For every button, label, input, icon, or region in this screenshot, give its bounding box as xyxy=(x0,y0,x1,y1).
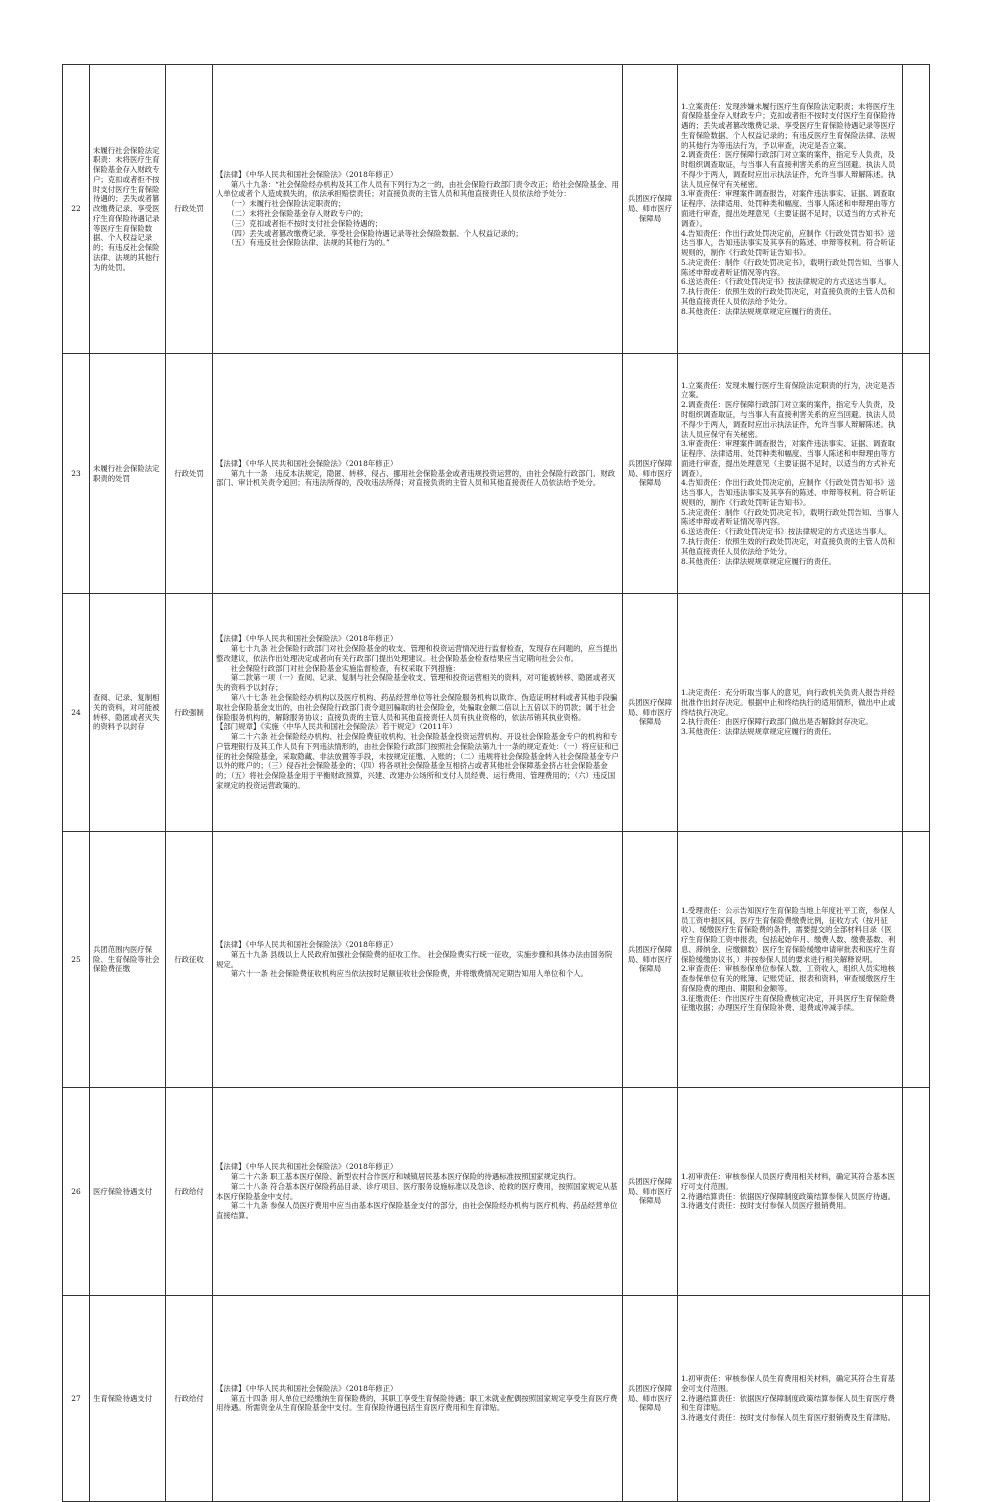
responsibility-line: 3.审查责任：审理案件调查报告，对案件违法事实、证据、调查取证程序、法律适用、处罚种类和幅度、当事人陈述和申辩理由等方面进行审查，提出处理意见（主要证据不足时，以适当的方式补充调查）。 xyxy=(681,189,896,228)
table-row xyxy=(63,594,930,832)
basis-line: 第二十六条 社会保险经办机构、社会保险费征收机构、社会保险基金投资运营机构、开设社会保险基金专户的机构和专户管理银行及其工作人员有下列违法情形的，由社会保险行政部门按照社会保险法第九十一条的规定查处：（一）将应征和已征的社会保险基金，采取隐藏、非法放置等手段，未按规定征缴、入账的；（二）违规将社会保险基金转入社会保险基金专户以外的账户的；（三）侵吞社会保险基金的；（四）将各项社会保险基金互相挤占或者其他社会保障基金挤占社会保险基金的；（五）将社会保险基金用于平衡财政预算，兴建、改建办公场所和支付人员经费、运行费用、管理费用的；（六）违反国家规定的投资运营政策的。 xyxy=(216,732,619,790)
basis-line: （一）未履行社会保险法定职责的； xyxy=(216,199,346,209)
power-type: 行政给付 xyxy=(166,1088,213,1296)
row-number: 23 xyxy=(63,354,90,594)
legal-basis xyxy=(213,1296,623,1502)
power-type: 行政给付 xyxy=(166,1296,213,1502)
basis-line: 第七十九条 社会保险行政部门对社会保险基金的收支、管理和投资运营情况进行监督检查，发现存在问题的，应当提出整改建议，依法作出处理决定或者向有关行政部门提出处理建议。社会保险基金检查结果应当定期向社会公布。 xyxy=(216,644,618,663)
responsibility-line: 3.审查责任：审理案件调查报告，对案件违法事实、证据、调查取证程序、法律适用、处罚种类和幅度、当事人陈述和申辩理由等方面进行审查，提出处理意见（主要证据不足时，以适当的方式补充调查）。 xyxy=(681,439,896,478)
implementing-agency: 兵团医疗保障局、师市医疗保障局 xyxy=(623,65,678,354)
responsibility-items xyxy=(678,1296,903,1502)
responsibility-line: 2.待遇结算责任：依据医疗保障制度政策结算参保人员医疗待遇。 xyxy=(681,1191,895,1201)
responsibility-line: 3.其他责任：法律法规规章规定应履行的责任。 xyxy=(681,727,836,737)
remark-cell xyxy=(903,65,930,354)
basis-line: 【部门规章】《实施〈中华人民共和国社会保险法〉若干规定》（2011年） xyxy=(216,722,457,732)
legal-basis xyxy=(213,354,623,594)
basis-line: 第二十九条 参保人员医疗费用中应当由基本医疗保险基金支付的部分，由社会保险经办机构与医疗机构、药品经营单位直接结算。 xyxy=(216,1201,618,1221)
responsibility-line: 2.审查责任：审核参保单位参保人数、工资收入，组织人员实地核查参保单位有关的账簿、记账凭证、报表和资料，审查缓缴医疗生育保险费的理由、期限和金额等。 xyxy=(681,964,896,993)
responsibility-line: 1.立案责任：发现涉嫌未履行医疗生育保险法定职责；未将医疗生育保险基金存入财政专户；克扣或者拒不按时支付医疗生育保险待遇的；丢失或者篡改缴费记录、享受医疗生育保险待遇记录等医疗生育保险数据、个人权益记录的；有违反医疗生育保险法律、法规的其他行为等违法行为，予以审查，决定是否立案。 xyxy=(681,101,896,150)
responsibility-items xyxy=(678,594,903,832)
item-name: 兵团范围内医疗保险、生育保险等社会保险费征缴 xyxy=(90,832,166,1088)
remark-cell xyxy=(903,354,930,594)
basis-line: 第五十四条 用人单位已经缴纳生育保险费的，其职工享受生育保险待遇；职工未就业配偶按照国家规定享受生育医疗费用待遇。所需资金从生育保险基金中支付。生育保险待遇包括生育医疗费用和生育津贴。 xyxy=(216,1393,618,1413)
item-name: 未履行社会保险法定职责的处罚 xyxy=(90,354,166,594)
table-row xyxy=(63,1088,930,1296)
basis-line: 【法律】《中华人民共和国社会保险法》（2018年修正） xyxy=(216,1383,398,1393)
responsibility-line: 2.调查责任：医疗保障行政部门对立案的案件，指定专人负责，及时组织调查取证，与当事人有直接利害关系的应当回避。执法人员不得少于两人，调查时应出示执法证件，允许当事人辩解陈述。执法人员应保守有关秘密。 xyxy=(681,400,896,439)
legal-basis xyxy=(213,65,623,354)
basis-line: （五）有违反社会保险法律、法规的其他行为的。” xyxy=(216,238,390,248)
basis-line: 社会保险行政部门对社会保险基金实施监督检查，有权采取下列措施： xyxy=(216,663,460,673)
power-type: 行政强制 xyxy=(166,594,213,832)
basis-line: 第八十七条 社会保险经办机构以及医疗机构、药品经营单位等社会保险服务机构以欺诈、伪造证明材料或者其他手段骗取社会保险基金支出的，由社会保险行政部门责令退回骗取的社会保险金，处骗取金额二倍以上五倍以下的罚款；属于社会保险服务机构的，解除服务协议；直接负责的主管人员和其他直接责任人员有执业资格的，依法吊销其执业资格。 xyxy=(216,692,618,722)
responsibility-line: 7.执行责任：依照生效的行政处罚决定，对直接负责的主管人员和其他直接责任人员依法给予处分。 xyxy=(681,536,895,556)
responsibility-line: 1.初审责任：审核参保人员医疗费用相关材料，确定其符合基本医疗可支付范围。 xyxy=(681,1171,895,1191)
basis-line: 【法律】《中华人民共和国社会保险法》（2018年修正） xyxy=(216,634,398,644)
basis-line: 第八十九条：“社会保险经办机构及其工作人员有下列行为之一的，由社会保险行政部门责令改正；给社会保险基金、用人单位或者个人造成损失的，依法承担赔偿责任；对直接负责的主管人员和其他直接责任人员依法给予处分： xyxy=(216,179,619,199)
implementing-agency: 兵团医疗保障局、师市医疗保障局 xyxy=(623,1088,678,1296)
responsibility-line: 6.送达责任：《行政处罚决定书》按法律规定的方式送达当事人。 xyxy=(681,277,892,287)
responsibility-line: 2.执行责任：由医疗保障行政部门做出是否解除封存决定。 xyxy=(681,717,873,727)
responsibility-line: 8.其他责任：法律法规规章规定应履行的责任。 xyxy=(681,556,836,566)
responsibility-line: 3.征缴责任：作出医疗生育保险费核定决定，开具医疗生育保险费征缴收据；办理医疗生育保险补费、退费或冲减手续。 xyxy=(681,993,895,1013)
basis-line: （四）丢失或者篡改缴费记录、享受社会保险待遇记录等社会保险数据、个人权益记录的； xyxy=(216,228,523,238)
implementing-agency: 兵团医疗保障局、师市医疗保障局 xyxy=(623,1296,678,1502)
power-type: 行政处罚 xyxy=(166,65,213,354)
basis-line: 第五十九条 县级以上人民政府加强社会保险费的征收工作。 社会保险费实行统一征收，实施步骤和具体办法由国务院规定。 xyxy=(216,949,613,969)
responsibility-line: 4.告知责任：作出行政处罚决定前，应制作《行政处罚告知书》送达当事人，告知违法事实及其享有的陈述、申辩等权利。符合听证规则的，制作《行政处罚听证告知书》。 xyxy=(681,478,896,507)
implementing-agency: 兵团医疗保障局、师市医疗保障局 xyxy=(623,832,678,1088)
basis-line: 第九十一条 违反本法规定，隐匿、转移、侵占、挪用社会保险基金或者违规投资运营的，由社会保险行政部门、财政部门、审计机关责令追回；有违法所得的，没收违法所得；对直接负责的主管人员和其他直接责任人员依法给予处分。 xyxy=(216,468,616,488)
responsibility-line: 1.立案责任：发现未履行医疗生育保险法定职责的行为，决定是否立案。 xyxy=(681,380,895,400)
table-row xyxy=(63,1296,930,1502)
basis-line: 【法律】《中华人民共和国社会保险法》（2018年修正） xyxy=(216,169,398,179)
item-name: 未履行社会保险法定职责：未将医疗生育保险基金存入财政专户；克扣或者拒不按时支付医疗生育保险待遇的；丢失或者篡改缴费记录、享受医疗生育保险待遇记录等医疗生育保险数据、个人权益记录的；有违反社会保险法律、法规的其他行为的处罚。 xyxy=(90,65,166,354)
responsibility-line: 1.决定责任：充分听取当事人的意见，向行政机关负责人报告并经批准作出封存决定。根据中止和终结执行的适用情形，做出中止或终结执行决定。 xyxy=(681,688,896,717)
responsibility-line: 3.待遇支付责任：按时支付参保人员医疗报销费用。 xyxy=(681,1201,851,1211)
legal-basis xyxy=(213,832,623,1088)
basis-line: 【法律】《中华人民共和国社会保险法》（2018年修正） xyxy=(216,1162,398,1172)
basis-line: 第二十八条 符合基本医疗保险药品目录、诊疗项目、医疗服务设施标准以及急诊、抢救的医疗费用，按照国家规定从基本医疗保险基金中支付。 xyxy=(216,1181,618,1201)
row-number: 24 xyxy=(63,594,90,832)
responsibility-line: 3.待遇支付责任：按时支付参保人员生育医疗报销费及生育津贴。 xyxy=(681,1413,895,1423)
implementing-agency: 兵团医疗保障局、师市医疗保障局 xyxy=(623,594,678,832)
responsibility-table xyxy=(62,64,930,1502)
basis-line: 【法律】《中华人民共和国社会保险法》（2018年修正） xyxy=(216,939,398,949)
remark-cell xyxy=(903,1088,930,1296)
item-name: 医疗保险待遇支付 xyxy=(90,1088,166,1296)
responsibility-items xyxy=(678,832,903,1088)
item-name: 查阅、记录、复制相关的资料，对可能被转移、隐匿或者灭失的资料予以封存 xyxy=(90,594,166,832)
responsibility-line: 2.调查责任：医疗保障行政部门对立案的案件，指定专人负责，及时组织调查取证，与当事人有直接利害关系的应当回避。执法人员不得少于两人，调查时应出示执法证件，允许当事人辩解陈述。执法人员应保守有关秘密。 xyxy=(681,150,896,189)
responsibility-line: 5.决定责任：制作《行政处罚决定书》，载明行政处罚告知、当事人陈述申辩或者听证情况等内容。 xyxy=(681,507,899,527)
legal-basis xyxy=(213,1088,623,1296)
remark-cell xyxy=(903,832,930,1088)
row-number: 27 xyxy=(63,1296,90,1502)
basis-line: 【法律】《中华人民共和国社会保险法》（2018年修正） xyxy=(216,458,398,468)
table-body xyxy=(63,65,930,1502)
responsibility-line: 4.告知责任：作出行政处罚决定前，应制作《行政处罚告知书》送达当事人，告知违法事实及其享有的陈述、申辩等权利。符合听证规则的，制作《行政处罚听证告知书》。 xyxy=(681,228,896,258)
basis-line: （二）未将社会保险基金存入财政专户的； xyxy=(216,209,368,218)
remark-cell xyxy=(903,1296,930,1502)
responsibility-line: 1.受理责任：公示告知医疗生育保险当地上年度社平工资，参保人员工资申报区间，医疗生育保险费缴费比例，征收方式（按月征收）、缓缴医疗生育保险费的条件，需要提交的全部材料目录（医疗生育保险工资申报表，包括起始年月、缴费人数、缴费基数、利息、滞纳金、应缴额数）医疗生育保险缓缴申请审批表和医疗生育保险缓缴协议书，）并按参保人员的要求进行相关解释说明。 xyxy=(681,905,896,964)
row-number: 25 xyxy=(63,832,90,1088)
responsibility-items xyxy=(678,1088,903,1296)
responsibility-items xyxy=(678,65,903,354)
remark-cell xyxy=(903,594,930,832)
table-row xyxy=(63,832,930,1088)
basis-line: 第二款第一项（一）查阅、记录、复制与社会保险基金收支、管理和投资运营相关的资料，对可能被转移、隐匿或者灭失的资料予以封存； xyxy=(216,673,616,693)
basis-line: 第六十一条 社会保险费征收机构应当依法按时足额征收社会保险费，并将缴费情况定期告知用人单位和个人。 xyxy=(216,969,588,979)
power-type: 行政征收 xyxy=(166,832,213,1088)
responsibility-line: 5.决定责任：制作《行政处罚决定书》，载明行政处罚告知、当事人陈述申辩或者听证情况等内容。 xyxy=(681,257,899,277)
responsibility-line: 7.执行责任：依照生效的行政处罚决定，对直接负责的主管人员和其他直接责任人员依法给予处分。 xyxy=(681,287,895,306)
table-row xyxy=(63,65,930,354)
implementing-agency: 兵团医疗保障局、师市医疗保障局 xyxy=(623,354,678,594)
item-name: 生育保险待遇支付 xyxy=(90,1296,166,1502)
row-number: 22 xyxy=(63,65,90,354)
legal-basis xyxy=(213,594,623,832)
responsibility-line: 6.送达责任：《行政处罚决定书》按法律规定的方式送达当事人。 xyxy=(681,527,892,537)
responsibility-items xyxy=(678,354,903,594)
row-number: 26 xyxy=(63,1088,90,1296)
table-row xyxy=(63,354,930,594)
power-type: 行政处罚 xyxy=(166,354,213,594)
basis-line: 第二十六条 职工基本医疗保险、新型农村合作医疗和城镇居民基本医疗保险的待遇标准按照国家规定执行。 xyxy=(216,1171,581,1181)
basis-line: （三）克扣或者拒不按时支付社会保险待遇的； xyxy=(216,218,383,228)
responsibility-line: 8.其他责任：法律法规规章规定应履行的责任。 xyxy=(681,306,836,316)
responsibility-line: 1.初审责任：审核参保人员生育费用相关材料，确定其符合生育基金可支付范围。 xyxy=(681,1374,895,1393)
responsibility-line: 2.待遇结算责任：依据医疗保障制度政策结算参保人员生育医疗费和生育津贴。 xyxy=(681,1393,895,1413)
